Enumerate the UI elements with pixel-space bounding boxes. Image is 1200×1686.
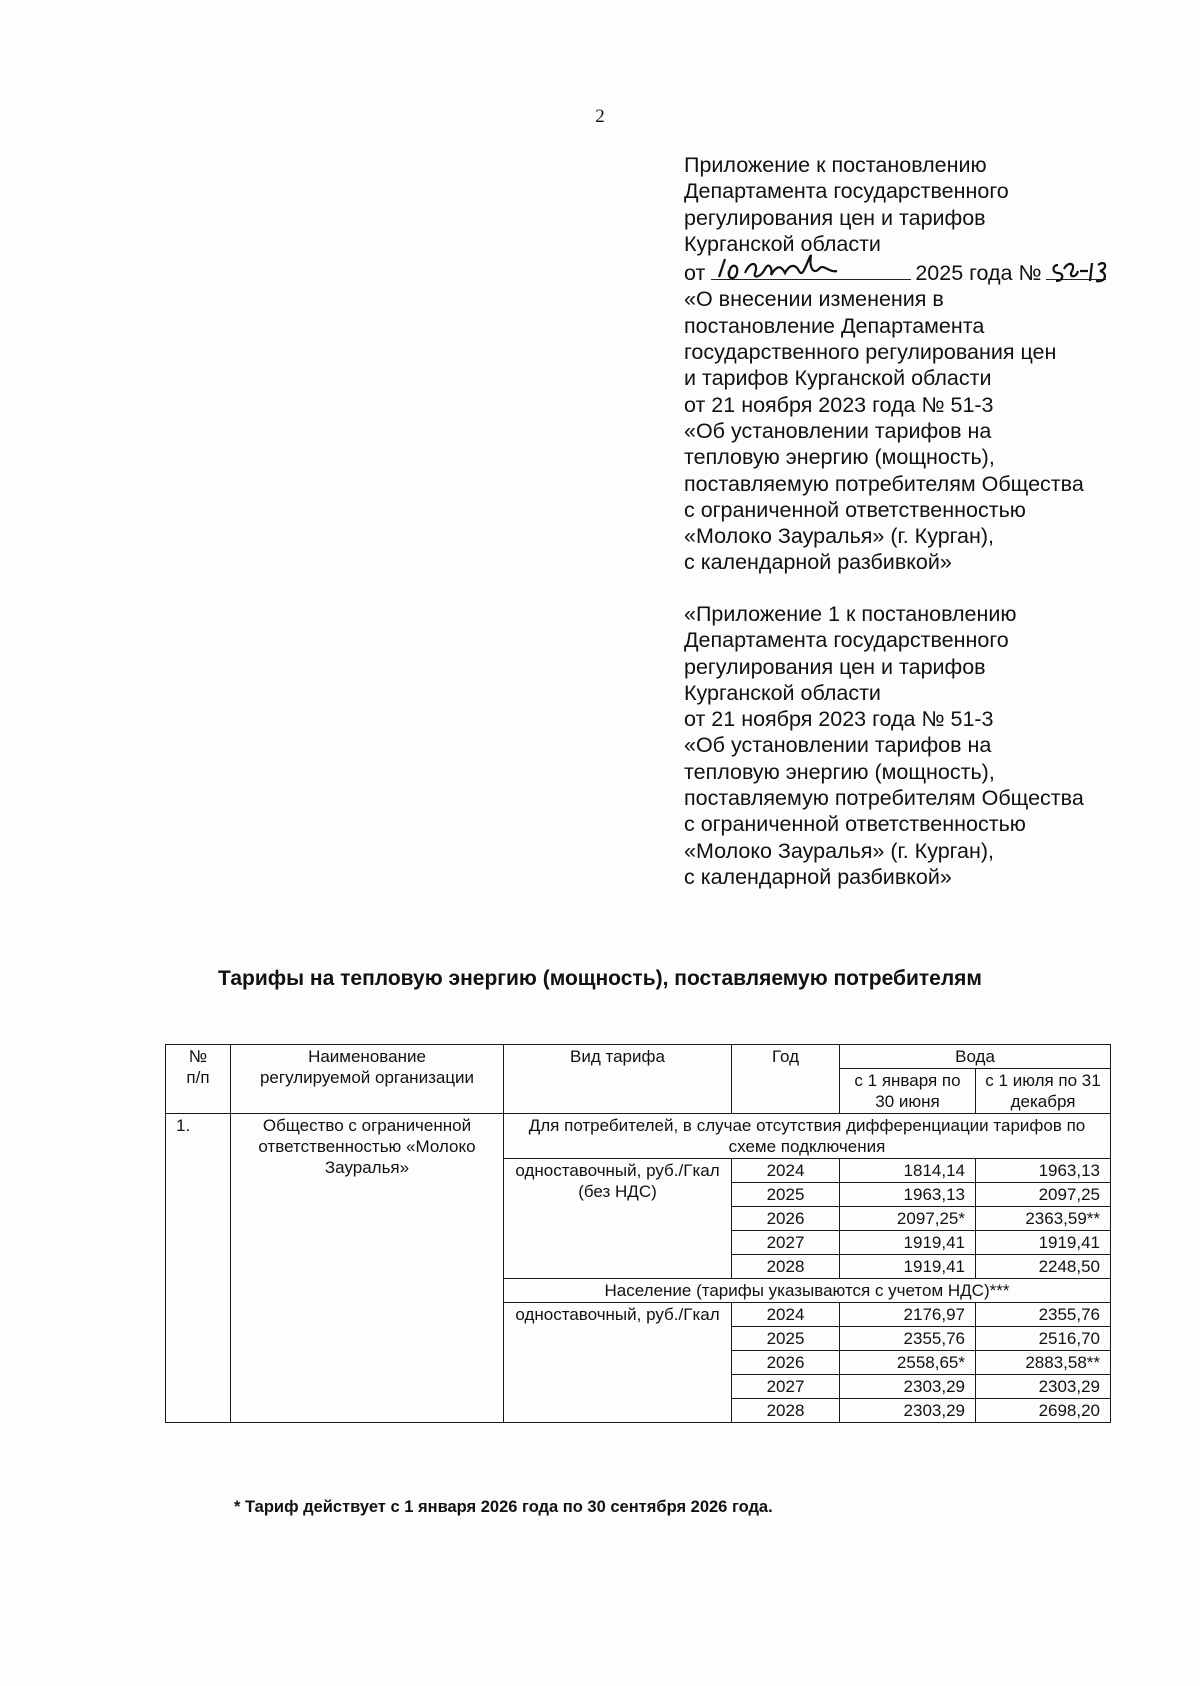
year-cell: 2028 (732, 1399, 840, 1423)
tariff-value-period-2: 1919,41 (976, 1231, 1111, 1255)
tariff-value-period-1: 1814,14 (840, 1159, 976, 1183)
appendix-line: регулирования цен и тарифов (684, 205, 986, 230)
handwritten-number (1050, 253, 1112, 285)
tariff-value-period-1: 2558,65* (840, 1351, 976, 1375)
tariff-value-period-1: 1919,41 (840, 1231, 976, 1255)
year-cell: 2024 (732, 1159, 840, 1183)
date-middle: 2025 года № (915, 261, 1042, 286)
appendix-date-line (684, 257, 1184, 286)
appendix-header (684, 152, 1184, 576)
appendix-line: с ограниченной ответственностью (684, 812, 1026, 837)
appendix-line: Департамента государственного (684, 628, 1009, 653)
section-row (166, 1114, 1111, 1159)
appendix-line: «О внесении изменения в (684, 287, 944, 312)
appendix-line: и тарифов Курганской области (684, 366, 992, 391)
appendix-1-header (684, 601, 1184, 890)
header-year: Год (732, 1045, 840, 1114)
appendix-line: тепловую энергию (мощность), (684, 445, 995, 470)
tariff-value-period-2: 2355,76 (976, 1303, 1111, 1327)
tariff-value-period-2: 2363,59** (976, 1207, 1111, 1231)
appendix-line: «Об установлении тарифов на (684, 418, 992, 443)
header-period-2: с 1 июля по 31 декабря (976, 1069, 1111, 1114)
tariff-value-period-1: 1963,13 (840, 1183, 976, 1207)
appendix-line: от 21 ноября 2023 года № 51-3 (684, 392, 994, 417)
appendix-line: постановление Департамента (684, 313, 985, 338)
year-cell: 2027 (732, 1231, 840, 1255)
year-cell: 2028 (732, 1255, 840, 1279)
tariff-value-period-2: 2248,50 (976, 1255, 1111, 1279)
appendix-line: поставляемую потребителям Общества (684, 471, 1084, 496)
tariff-value-period-1: 2303,29 (840, 1375, 976, 1399)
number-blank (1046, 257, 1106, 280)
tariff-value-period-1: 1919,41 (840, 1255, 976, 1279)
year-cell: 2025 (732, 1327, 840, 1351)
tariff-value-period-1: 2097,25* (840, 1207, 976, 1231)
date-prefix: от (684, 261, 706, 286)
table-header-row (166, 1045, 1111, 1069)
appendix-line: государственного регулирования цен (684, 340, 1057, 365)
tariff-value-period-2: 2883,58** (976, 1351, 1111, 1375)
header-tariff-type: Вид тарифа (504, 1045, 732, 1114)
page-number: 2 (595, 106, 605, 127)
date-blank (711, 257, 911, 280)
appendix-line: от 21 ноября 2023 года № 51-3 (684, 707, 994, 732)
appendix-line: регулирования цен и тарифов (684, 654, 986, 679)
row-number: 1. (166, 1114, 231, 1423)
appendix-line: поставляемую потребителям Общества (684, 786, 1084, 811)
header-number: № п/п (166, 1045, 231, 1114)
tariff-value-period-2: 2516,70 (976, 1327, 1111, 1351)
appendix-line: с ограниченной ответственностью (684, 497, 1026, 522)
tariff-value-period-2: 1963,13 (976, 1159, 1111, 1183)
year-cell: 2025 (732, 1183, 840, 1207)
section-title: Для потребителей, в случае отсутствия дифференциации тарифов по схеме подключения (504, 1114, 1111, 1159)
appendix-line: Департамента государственного (684, 179, 1009, 204)
table-title: Тарифы на тепловую энергию (мощность), поставляемую потребителям (218, 967, 982, 990)
tariff-value-period-2: 2698,20 (976, 1399, 1111, 1423)
tariff-type: одноставочный, руб./Гкал (без НДС) (504, 1159, 732, 1279)
header-organization: Наименование регулируемой организации (231, 1045, 504, 1114)
year-cell: 2027 (732, 1375, 840, 1399)
organization-name: Общество с ограниченной ответственностью «Молоко Зауралья» (231, 1114, 504, 1423)
year-cell: 2024 (732, 1303, 840, 1327)
tariff-value-period-2: 2097,25 (976, 1183, 1111, 1207)
appendix-line: Курганской области (684, 231, 881, 256)
year-cell: 2026 (732, 1207, 840, 1231)
handwritten-date (715, 251, 845, 285)
appendix-line: «Молоко Зауралья» (г. Курган), (684, 524, 995, 549)
appendix-line: «Молоко Зауралья» (г. Курган), (684, 838, 995, 863)
appendix-line: с календарной разбивкой» (684, 550, 952, 575)
tariff-value-period-2: 2303,29 (976, 1375, 1111, 1399)
appendix-line: «Об установлении тарифов на (684, 733, 992, 758)
appendix-line: «Приложение 1 к постановлению (684, 602, 1017, 626)
appendix-line: Приложение к постановлению (684, 153, 987, 177)
header-period-1: с 1 января по 30 июня (840, 1069, 976, 1114)
tariff-value-period-1: 2303,29 (840, 1399, 976, 1423)
table-body (166, 1114, 1111, 1423)
tariff-type: одноставочный, руб./Гкал (504, 1303, 732, 1423)
section-title: Население (тарифы указываются с учетом НДС)*** (504, 1279, 1111, 1303)
footnote: * Тариф действует с 1 января 2026 года по 30 сентября 2026 года. (234, 1498, 773, 1516)
year-cell: 2026 (732, 1351, 840, 1375)
tariff-table (165, 1044, 1111, 1423)
tariff-value-period-1: 2355,76 (840, 1327, 976, 1351)
appendix-line: тепловую энергию (мощность), (684, 759, 995, 784)
appendix-line: Курганской области (684, 680, 881, 705)
tariff-value-period-1: 2176,97 (840, 1303, 976, 1327)
header-water: Вода (840, 1045, 1111, 1069)
appendix-line: с календарной разбивкой» (684, 864, 952, 889)
